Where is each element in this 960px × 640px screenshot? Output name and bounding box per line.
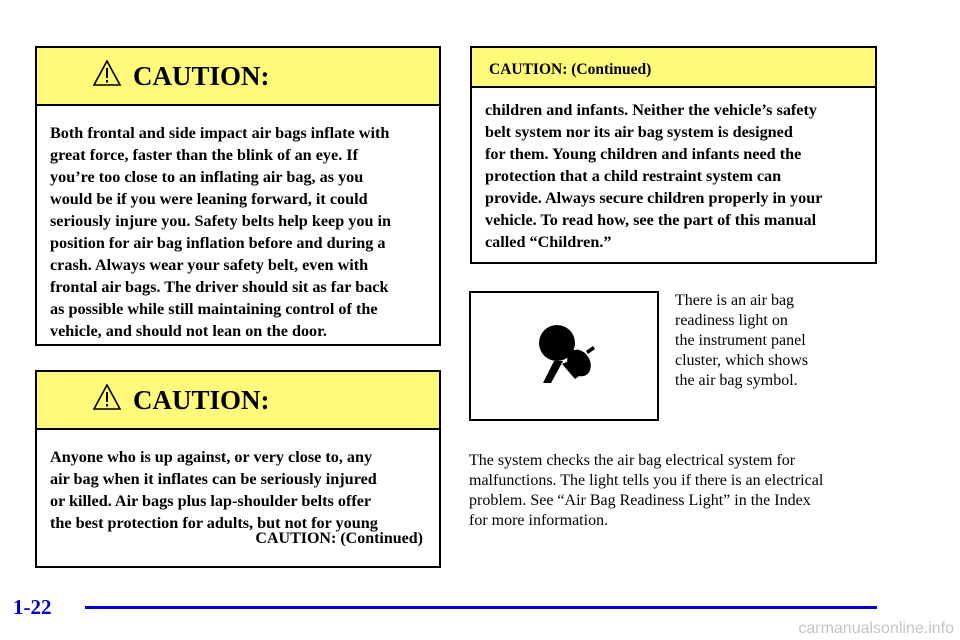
caution-header: [37, 48, 439, 106]
caution-body: Both frontal and side impact air bags inflate with great force, faster than the blink of an eye. If you’re too close to an inflating air bag, as you would be if you were leaning forward, it could seriously injure you. Safety belts help keep you in position for air bag inflation before and during a crash. Always wear your safety belt, even with frontal air bags. The driver should sit as far back as possible while still maintaining control of the vehicle, and should not lean on the door.: [50, 124, 392, 340]
caution-header: [472, 48, 875, 88]
caution-title: CAUTION:: [133, 61, 270, 91]
caution-continued-label: CAUTION: (Continued): [255, 530, 423, 547]
caution-box-2: [35, 370, 441, 568]
footer-rule: [85, 606, 877, 609]
caution-body: children and infants. Neither the vehicle’s safety belt system nor its air bag system is designed for them. Young children and infants need the protection that a child restraint system can provide. Always secure children properly in your vehicle. To read how, see the part of this manual called “Children.”: [485, 101, 823, 251]
watermark: carmanualsonline.info: [798, 620, 954, 637]
caution-title: CAUTION:: [133, 385, 270, 415]
system-check-paragraph: The system checks the air bag electrical system for malfunctions. The light tells you if there is an electrical problem. See “Air Bag Readiness Light” in the Index for more information.: [469, 452, 824, 529]
caution-body: Anyone who is up against, or very close to, any air bag when it inflates can be seriously injured or killed. Air bags plus lap-shoulder belts offer the best protection for adults, but not for young: [50, 448, 378, 532]
caution-header: [37, 372, 439, 430]
warning-triangle-icon: [93, 384, 121, 410]
airbag-symbol-box: [469, 291, 659, 421]
airbag-readiness-icon: [469, 291, 659, 421]
page-number: 1-22: [13, 595, 52, 619]
caution-box-continued: [470, 46, 877, 264]
caution-continued-header: CAUTION: (Continued): [489, 61, 652, 78]
airbag-light-description: There is an air bag readiness light on the instrument panel cluster, which shows the air bag symbol.: [675, 292, 809, 389]
caution-box-1: [35, 46, 441, 346]
warning-triangle-icon: [93, 60, 121, 86]
